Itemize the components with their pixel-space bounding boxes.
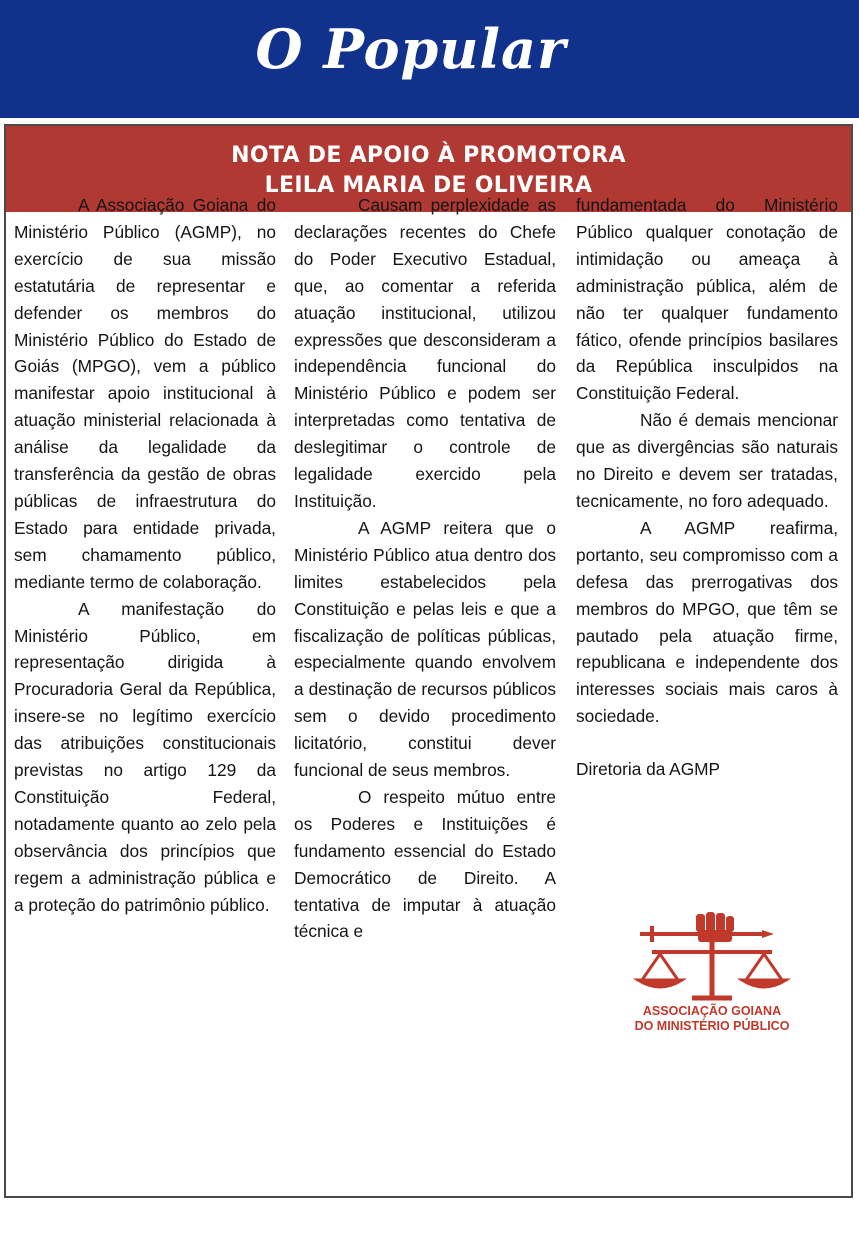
headline-line-1: NOTA DE APOIO À PROMOTORA — [231, 143, 626, 168]
scales-of-justice-icon — [612, 908, 812, 1008]
logo-text-line-2: DO MINISTÉRIO PÚBLICO — [634, 1019, 790, 1033]
paragraph: O respeito mútuo entre os Poderes e Instituições é fundamento essencial do Estado Democrático de Direito. A tentativa de imputar à atuação técnica e — [294, 786, 556, 942]
text-column-3 — [576, 192, 838, 783]
paragraph: A AGMP reitera que o Ministério Público atua dentro dos limites estabelecidos pela Constituição e pelas leis e que a fiscalização de políticas públicas, especialmente quando envolvem a destinação de recursos públicos sem o devido procedimento licitatório, constitui dever funcional de seus membros. — [294, 517, 556, 781]
paragraph: A AGMP reafirma, portanto, seu compromisso com a defesa das prerrogativas dos membros do MPGO, que têm se pautado pela atuação firme, republicana e independente dos interesses sociais mais caros à sociedade. — [576, 517, 838, 727]
paragraph: Não é demais mencionar que as divergências são naturais no Direito e devem ser tratadas, tecnicamente, no foro adequado. — [576, 410, 838, 511]
text-column-1 — [14, 192, 276, 918]
paragraph: fundamentada do Ministério Público qualquer conotação de intimidação ou ameaça à administração pública, além de não ter qualquer fundamento fático, ofende princípios basilares da República insculpidos na Constituição Federal. — [576, 195, 838, 404]
paragraph: A manifestação do Ministério Público, em representação dirigida à Procuradoria Geral da República, insere-se no legítimo exercício das atribuições constitucionais previstas no artigo 129 da Constituição Federal, notadamente quanto ao zelo pela observância dos princípios que regem a administração pública e a proteção do patrimônio público. — [14, 598, 276, 915]
paragraph: A Associação Goiana do Ministério Público (AGMP), no exercício de sua missão estatutária de representar e defender os membros do Ministério Público do Estado de Goiás (MPGO), vem a público manifestar apoio institucional à atuação ministerial relacionada à análise da legalidade da transferência da gestão de obras públicas de infraestrutura do Estado para entidade privada, sem chamamento público, mediante termo de colaboração. — [14, 195, 276, 592]
logo-text-line-1: ASSOCIAÇÃO GOIANA — [642, 1004, 782, 1018]
newspaper-title: O Popular — [255, 17, 567, 81]
headline-line-2: LEILA MARIA DE OLIVEIRA — [264, 173, 593, 198]
text-column-2 — [294, 192, 556, 945]
masthead — [0, 0, 859, 118]
agmp-logo — [612, 908, 812, 1038]
paragraph: Causam perplexidade as declarações recentes do Chefe do Poder Executivo Estadual, que, ao comentar a referida atuação institucional, utilizou expressões que desconsideram a independência funcional do Ministério Público e podem ser interpretadas como tentativa de deslegitimar o controle de legalidade exercido pela Instituição. — [294, 195, 556, 511]
signature: Diretoria da AGMP — [576, 759, 721, 780]
